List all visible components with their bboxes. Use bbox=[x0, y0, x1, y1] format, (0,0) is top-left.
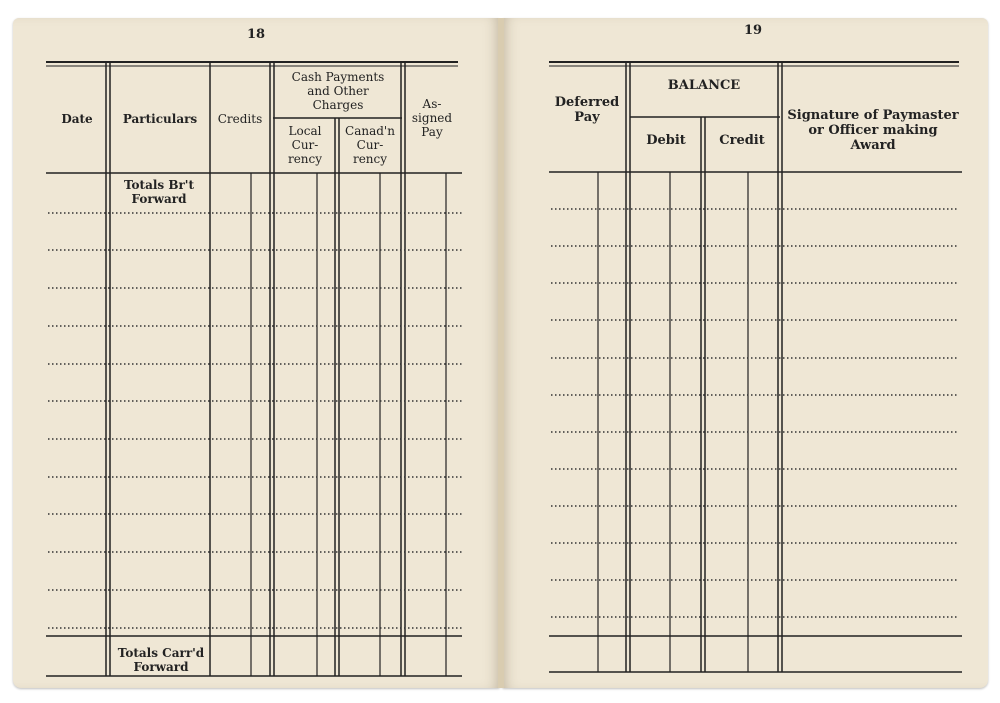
particulars-header: Particulars bbox=[122, 112, 198, 126]
balance-header: BALANCE bbox=[667, 78, 741, 93]
signature-header: Signature of Paymaster or Officer making Award bbox=[787, 108, 959, 153]
credits-header: Credits bbox=[217, 112, 263, 126]
local-currency-header: Local Cur- rency bbox=[287, 124, 323, 166]
canadian-currency-header: Canad'n Cur- rency bbox=[345, 124, 395, 166]
credit-header: Credit bbox=[719, 133, 765, 148]
debit-header: Debit bbox=[646, 133, 686, 148]
cash-payments-header: Cash Payments and Other Charges bbox=[291, 70, 385, 112]
deferred-pay-header: Deferred Pay bbox=[554, 95, 620, 125]
assigned-pay-header: As- signed Pay bbox=[411, 97, 453, 139]
left-page-number: 18 bbox=[246, 27, 266, 42]
totals-carried-forward: Totals Carr'd Forward bbox=[117, 646, 205, 674]
right-page-number: 19 bbox=[743, 23, 763, 38]
totals-brought-forward: Totals Br't Forward bbox=[123, 178, 195, 206]
date-header: Date bbox=[61, 112, 93, 126]
